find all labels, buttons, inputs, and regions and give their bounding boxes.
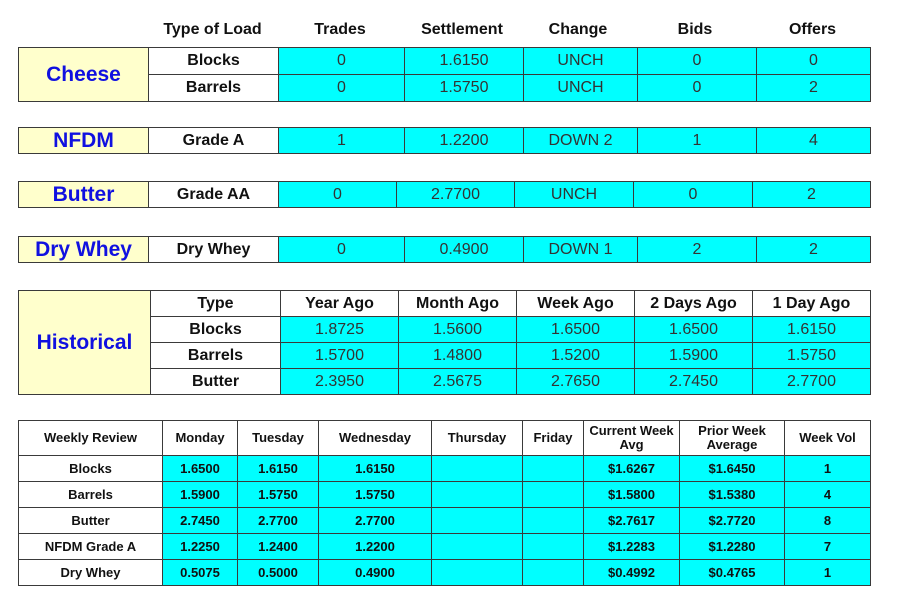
weekly-blocks-current-avg: $1.6267 [584, 456, 680, 482]
weekly-header-tuesday: Tuesday [238, 421, 319, 456]
header-offers: Offers [788, 21, 837, 38]
historical-barrels-1-day-ago: 1.5750 [753, 343, 871, 369]
historical-header-type: Type [151, 291, 281, 317]
dry-whey-trades: 0 [279, 237, 405, 263]
weekly-barrels-prior-avg: $1.5380 [680, 482, 785, 508]
historical-label: Historical [19, 291, 151, 395]
butter-type: Grade AA [149, 182, 279, 208]
cheese-barrels-settlement: 1.5750 [405, 75, 524, 102]
butter-change: UNCH [515, 182, 634, 208]
weekly-row-blocks [19, 456, 871, 482]
weekly-blocks-thursday [432, 456, 523, 482]
cheese-blocks-bids: 0 [638, 48, 757, 75]
weekly-nfdm-monday: 1.2250 [163, 534, 238, 560]
weekly-barrels-week-vol: 4 [785, 482, 871, 508]
dry-whey-table [18, 236, 871, 263]
weekly-nfdm-prior-avg: $1.2280 [680, 534, 785, 560]
header-settlement: Settlement [421, 21, 503, 38]
weekly-nfdm-thursday [432, 534, 523, 560]
cheese-barrels-trades: 0 [279, 75, 405, 102]
weekly-blocks-wednesday: 1.6150 [319, 456, 432, 482]
cheese-blocks-offers: 0 [757, 48, 871, 75]
weekly-blocks-tuesday: 1.6150 [238, 456, 319, 482]
nfdm-label: NFDM [19, 128, 149, 154]
historical-header-2-days-ago: 2 Days Ago [635, 291, 753, 317]
weekly-blocks-prior-avg: $1.6450 [680, 456, 785, 482]
weekly-barrels-thursday [432, 482, 523, 508]
weekly-butter-friday [523, 508, 584, 534]
weekly-header-review: Weekly Review [19, 421, 163, 456]
weekly-butter-monday: 2.7450 [163, 508, 238, 534]
weekly-review-table [18, 420, 871, 586]
weekly-blocks-week-vol: 1 [785, 456, 871, 482]
weekly-dry-whey-thursday [432, 560, 523, 586]
historical-header-week-ago: Week Ago [517, 291, 635, 317]
weekly-header-prior-week-average: Prior Week Average [680, 421, 785, 456]
nfdm-table [18, 127, 871, 154]
weekly-header-current-week-avg: Current Week Avg [584, 421, 680, 456]
weekly-dry-whey-tuesday: 0.5000 [238, 560, 319, 586]
nfdm-trades: 1 [279, 128, 405, 154]
historical-table [18, 290, 871, 395]
dry-whey-label: Dry Whey [19, 237, 149, 263]
cheese-barrels-change: UNCH [524, 75, 638, 102]
historical-butter-2-days-ago: 2.7450 [635, 369, 753, 395]
weekly-dry-whey-current-avg: $0.4992 [584, 560, 680, 586]
weekly-butter-current-avg: $2.7617 [584, 508, 680, 534]
cheese-barrels-type: Barrels [149, 75, 279, 102]
weekly-blocks-label: Blocks [19, 456, 163, 482]
weekly-butter-thursday [432, 508, 523, 534]
butter-offers: 2 [753, 182, 871, 208]
weekly-header-monday: Monday [163, 421, 238, 456]
header-bids: Bids [677, 21, 713, 38]
historical-header-month-ago: Month Ago [399, 291, 517, 317]
weekly-nfdm-friday [523, 534, 584, 560]
top-header-row [148, 18, 870, 42]
historical-butter-1-day-ago: 2.7700 [753, 369, 871, 395]
cheese-blocks-type: Blocks [149, 48, 279, 75]
weekly-dry-whey-week-vol: 1 [785, 560, 871, 586]
nfdm-change: DOWN 2 [524, 128, 638, 154]
butter-label: Butter [19, 182, 149, 208]
weekly-row-nfdm [19, 534, 871, 560]
historical-blocks-type: Blocks [151, 317, 281, 343]
weekly-barrels-tuesday: 1.5750 [238, 482, 319, 508]
cheese-blocks-change: UNCH [524, 48, 638, 75]
header-change: Change [548, 21, 608, 38]
weekly-header-week-vol: Week Vol [785, 421, 871, 456]
weekly-nfdm-label: NFDM Grade A [19, 534, 163, 560]
weekly-nfdm-wednesday: 1.2200 [319, 534, 432, 560]
weekly-dry-whey-friday [523, 560, 584, 586]
historical-barrels-2-days-ago: 1.5900 [635, 343, 753, 369]
cheese-blocks-settlement: 1.6150 [405, 48, 524, 75]
historical-barrels-week-ago: 1.5200 [517, 343, 635, 369]
weekly-barrels-friday [523, 482, 584, 508]
historical-blocks-2-days-ago: 1.6500 [635, 317, 753, 343]
weekly-dry-whey-monday: 0.5075 [163, 560, 238, 586]
historical-blocks-week-ago: 1.6500 [517, 317, 635, 343]
weekly-header-wednesday: Wednesday [319, 421, 432, 456]
cheese-blocks-trades: 0 [279, 48, 405, 75]
weekly-dry-whey-prior-avg: $0.4765 [680, 560, 785, 586]
header-type-of-load: Type of Load [163, 21, 262, 38]
weekly-dry-whey-label: Dry Whey [19, 560, 163, 586]
weekly-butter-tuesday: 2.7700 [238, 508, 319, 534]
weekly-barrels-label: Barrels [19, 482, 163, 508]
cheese-table [18, 47, 871, 102]
historical-barrels-type: Barrels [151, 343, 281, 369]
historical-butter-month-ago: 2.5675 [399, 369, 517, 395]
historical-header-year-ago: Year Ago [281, 291, 399, 317]
weekly-nfdm-week-vol: 7 [785, 534, 871, 560]
weekly-dry-whey-wednesday: 0.4900 [319, 560, 432, 586]
weekly-butter-label: Butter [19, 508, 163, 534]
butter-table [18, 181, 871, 208]
butter-trades: 0 [279, 182, 397, 208]
weekly-header-row [19, 421, 871, 456]
weekly-row-barrels [19, 482, 871, 508]
weekly-row-dry-whey [19, 560, 871, 586]
nfdm-settlement: 1.2200 [405, 128, 524, 154]
weekly-blocks-friday [523, 456, 584, 482]
weekly-header-thursday: Thursday [432, 421, 523, 456]
weekly-header-friday: Friday [523, 421, 584, 456]
historical-butter-year-ago: 2.3950 [281, 369, 399, 395]
weekly-nfdm-current-avg: $1.2283 [584, 534, 680, 560]
historical-butter-week-ago: 2.7650 [517, 369, 635, 395]
historical-butter-type: Butter [151, 369, 281, 395]
butter-bids: 0 [634, 182, 753, 208]
header-trades: Trades [314, 21, 366, 38]
nfdm-offers: 4 [757, 128, 871, 154]
dry-whey-settlement: 0.4900 [405, 237, 524, 263]
dry-whey-type: Dry Whey [149, 237, 279, 263]
weekly-blocks-monday: 1.6500 [163, 456, 238, 482]
weekly-butter-prior-avg: $2.7720 [680, 508, 785, 534]
nfdm-bids: 1 [638, 128, 757, 154]
historical-barrels-month-ago: 1.4800 [399, 343, 517, 369]
weekly-butter-week-vol: 8 [785, 508, 871, 534]
historical-barrels-year-ago: 1.5700 [281, 343, 399, 369]
historical-blocks-month-ago: 1.5600 [399, 317, 517, 343]
historical-blocks-year-ago: 1.8725 [281, 317, 399, 343]
cheese-barrels-offers: 2 [757, 75, 871, 102]
weekly-barrels-wednesday: 1.5750 [319, 482, 432, 508]
butter-settlement: 2.7700 [397, 182, 515, 208]
historical-blocks-1-day-ago: 1.6150 [753, 317, 871, 343]
nfdm-type: Grade A [149, 128, 279, 154]
weekly-barrels-current-avg: $1.5800 [584, 482, 680, 508]
cheese-barrels-bids: 0 [638, 75, 757, 102]
cheese-label: Cheese [19, 48, 149, 102]
weekly-row-butter [19, 508, 871, 534]
weekly-barrels-monday: 1.5900 [163, 482, 238, 508]
dry-whey-bids: 2 [638, 237, 757, 263]
dry-whey-offers: 2 [757, 237, 871, 263]
dry-whey-change: DOWN 1 [524, 237, 638, 263]
historical-header-1-day-ago: 1 Day Ago [753, 291, 871, 317]
weekly-nfdm-tuesday: 1.2400 [238, 534, 319, 560]
weekly-butter-wednesday: 2.7700 [319, 508, 432, 534]
